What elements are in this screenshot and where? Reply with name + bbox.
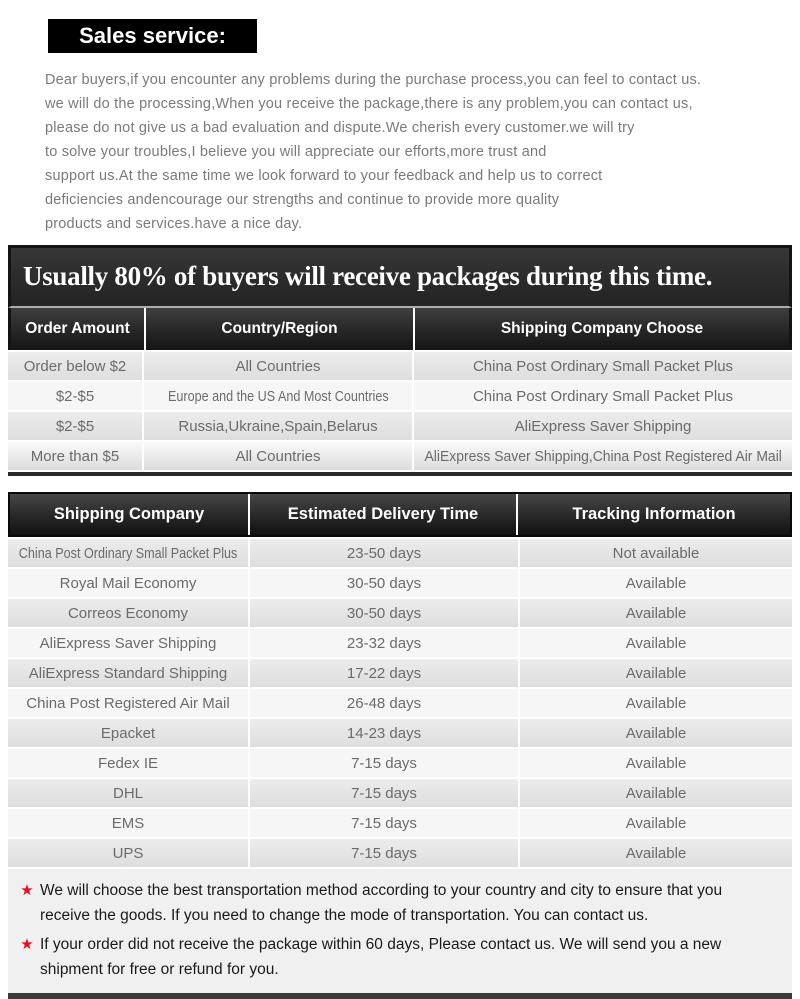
shipping-time-banner: Usually 80% of buyers will receive packages during this time.	[8, 245, 792, 308]
paragraph-line: we will do the processing,When you receive the package,there is any problem,you can contact us,	[45, 96, 693, 112]
cell-text: Available	[625, 784, 687, 802]
paragraph-line: Dear buyers,if you encounter any problems during the purchase process,you can feel to contact us.	[45, 72, 702, 88]
cell-text: Available	[625, 814, 687, 832]
tracking-cell	[520, 659, 792, 687]
cell-text: Available	[625, 604, 687, 622]
cell-text: Correos Economy	[67, 604, 189, 622]
cell-text: Order below $2	[23, 357, 127, 375]
paragraph-line: please do not give us a bad evaluation and dispute.We cherish every customer.we will try	[45, 120, 635, 136]
company-cell	[8, 809, 248, 837]
delivery-time-cell	[250, 749, 518, 777]
cell-text: 7-15 days	[351, 844, 417, 862]
country-cell	[144, 352, 412, 380]
note-text: If your order did not receive the package within 60 days, Please contact us. We will send you a new shipment for free or refund for you.	[40, 936, 722, 978]
note-text: We will choose the best transportation method according to your country and city to ensure that you receive the goods. If you need to change the mode of transportation. You can contact us.	[40, 882, 723, 924]
note-item	[14, 932, 776, 982]
paragraph-line: deficiencies andencourage our strengths and continue to provide more quality	[45, 192, 560, 208]
shipping-time-section	[8, 245, 792, 476]
cell-text: 7-15 days	[351, 814, 417, 832]
delivery-time-cell	[250, 599, 518, 627]
cell-text: Available	[625, 724, 687, 742]
order-amount-cell	[8, 412, 142, 440]
cell-text: 23-32 days	[346, 634, 422, 652]
tracking-cell	[520, 539, 792, 567]
cell-text: 30-50 days	[346, 574, 422, 592]
section-bottom-bar	[8, 993, 792, 999]
star-icon: ★	[20, 882, 34, 899]
country-cell	[144, 442, 412, 470]
cell-text: AliExpress Standard Shipping	[28, 664, 228, 682]
tracking-cell	[520, 689, 792, 717]
cell-text: Available	[625, 634, 687, 652]
cell-text: 26-48 days	[346, 694, 422, 712]
paragraph-line: support us.At the same time we look forward to your feedback and help us to correct	[45, 168, 603, 184]
column-header-estimated-delivery-time: Estimated Delivery Time	[250, 494, 516, 535]
delivery-time-cell	[250, 779, 518, 807]
cell-text: All Countries	[235, 357, 321, 375]
note-item	[14, 878, 776, 928]
cell-text: China Post Ordinary Small Packet Plus	[472, 357, 734, 375]
tracking-cell	[520, 839, 792, 867]
tracking-cell	[520, 569, 792, 597]
tracking-cell	[520, 599, 792, 627]
delivery-time-cell	[250, 569, 518, 597]
cell-text: $2-$5	[55, 417, 95, 435]
column-header-country-region: Country/Region	[146, 308, 413, 350]
paragraph-line: products and services.have a nice day.	[45, 216, 303, 232]
cell-text: Russia,Ukraine,Spain,Belarus	[178, 417, 378, 435]
delivery-table-section	[8, 492, 792, 999]
company-cell	[8, 599, 248, 627]
cell-text: Available	[625, 694, 687, 712]
cell-text: UPS	[112, 844, 144, 862]
shipping-company-cell	[414, 442, 792, 470]
cell-text: 23-50 days	[346, 544, 422, 562]
delivery-table-header	[8, 492, 792, 537]
tracking-cell	[520, 719, 792, 747]
cell-text: Available	[625, 664, 687, 682]
delivery-time-cell	[250, 839, 518, 867]
star-icon: ★	[20, 936, 34, 953]
cell-text: Available	[625, 574, 687, 592]
cell-text: AliExpress Saver Shipping	[514, 417, 692, 435]
company-cell	[8, 839, 248, 867]
order-amount-cell	[8, 382, 142, 410]
column-header-tracking-information: Tracking Information	[518, 494, 790, 535]
order-amount-cell	[8, 352, 142, 380]
column-header-shipping-company: Shipping Company	[10, 494, 248, 535]
company-cell	[8, 749, 248, 777]
company-cell	[8, 779, 248, 807]
paragraph-line: to solve your troubles,I believe you will appreciate our efforts,more trust and	[45, 144, 547, 160]
country-cell	[144, 412, 412, 440]
company-cell	[8, 659, 248, 687]
cell-text: Available	[625, 844, 687, 862]
delivery-time-cell	[250, 629, 518, 657]
tracking-cell	[520, 629, 792, 657]
shipping-time-table-body	[8, 350, 792, 470]
sales-service-title: Sales service:	[48, 19, 257, 53]
cell-text: 30-50 days	[346, 604, 422, 622]
cell-text: Royal Mail Economy	[59, 574, 197, 592]
cell-text: DHL	[112, 784, 143, 802]
cell-text: 7-15 days	[351, 754, 417, 772]
cell-text: 7-15 days	[351, 784, 417, 802]
cell-text: EMS	[111, 814, 145, 832]
cell-text: China Post Ordinary Small Packet Plus	[472, 387, 734, 405]
cell-text: More than $5	[30, 447, 120, 465]
company-cell	[8, 539, 248, 567]
order-amount-cell	[8, 442, 142, 470]
column-header-shipping-company-choose: Shipping Company Choose	[415, 308, 789, 350]
tracking-cell	[520, 779, 792, 807]
company-cell	[8, 569, 248, 597]
cell-text: All Countries	[235, 447, 321, 465]
cell-text: China Post Ordinary Small Packet Plus	[18, 544, 238, 562]
delivery-table-body	[8, 537, 792, 867]
shipping-company-cell	[414, 412, 792, 440]
cell-text: Europe and the US And Most Countries	[167, 387, 389, 405]
tracking-cell	[520, 809, 792, 837]
cell-text: AliExpress Saver Shipping,China Post Registered Air Mail	[424, 447, 782, 465]
delivery-time-cell	[250, 809, 518, 837]
cell-text: China Post Registered Air Mail	[26, 694, 230, 712]
sales-service-paragraph	[45, 68, 800, 236]
cell-text: 17-22 days	[346, 664, 422, 682]
cell-text: Epacket	[100, 724, 156, 742]
cell-text: Not available	[612, 544, 700, 562]
cell-text: $2-$5	[55, 387, 95, 405]
column-header-order-amount: Order Amount	[11, 308, 144, 350]
delivery-time-cell	[250, 659, 518, 687]
shipping-company-cell	[414, 382, 792, 410]
company-cell	[8, 719, 248, 747]
country-cell	[144, 382, 412, 410]
cell-text: 14-23 days	[346, 724, 422, 742]
delivery-time-cell	[250, 689, 518, 717]
cell-text: Fedex IE	[97, 754, 159, 772]
delivery-time-cell	[250, 539, 518, 567]
company-cell	[8, 629, 248, 657]
cell-text: Available	[625, 754, 687, 772]
cell-text: AliExpress Saver Shipping	[39, 634, 217, 652]
tracking-cell	[520, 749, 792, 777]
company-cell	[8, 689, 248, 717]
shipping-notes	[8, 869, 792, 993]
shipping-time-table-header	[8, 308, 792, 350]
delivery-time-cell	[250, 719, 518, 747]
shipping-company-cell	[414, 352, 792, 380]
